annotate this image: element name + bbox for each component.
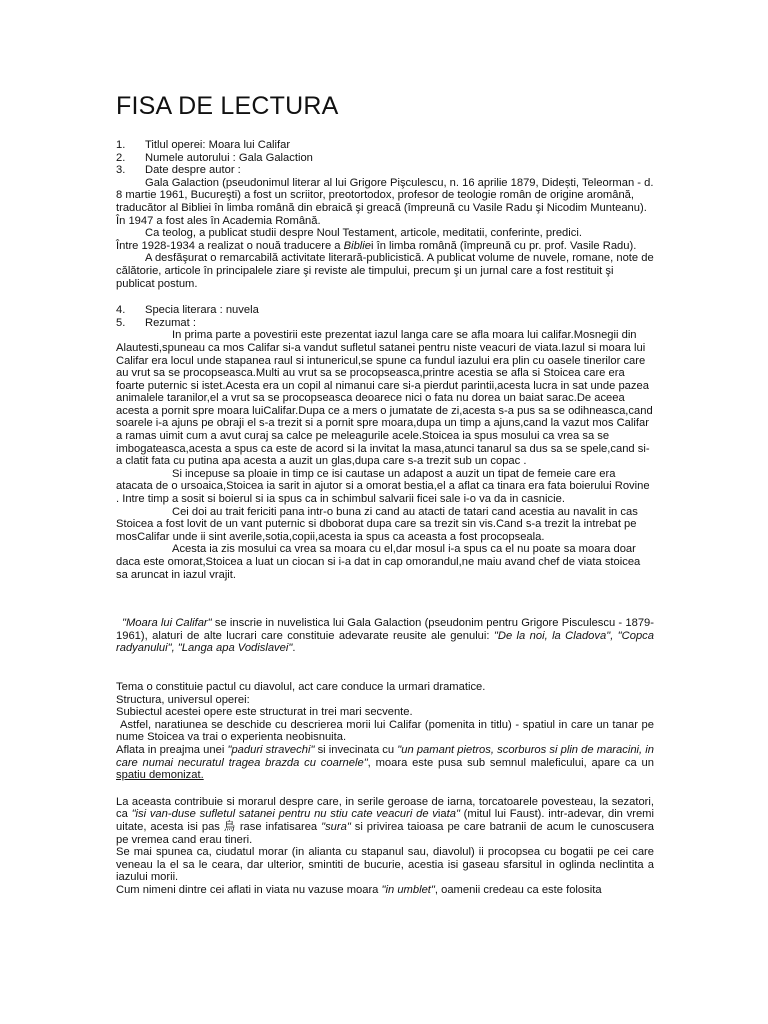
analysis-text: La aceasta contribuie si morarul despre care, in serile geroase de iarna, torcatoarele povesteau, la sezatori, ca <box>116 795 654 821</box>
analysis-text: se inscrie in nuvelistica lui Gala Galaction (pseudonim pentru Grigore Pisculescu - 1879-1961), alaturi de alte lucrari care constituie adevarate reusite ale genului: <box>116 617 654 642</box>
list-item <box>116 152 654 165</box>
analysis-text: Cum nimeni dintre cei aflati in viata nu vazuse moara <box>116 883 382 896</box>
emphasis-text: "paduri stravechi" <box>227 743 315 756</box>
structure-line: Structura, universul operei: <box>116 693 250 706</box>
emphasis-text: "De la noi, la Cladova", "Copca radyanului", "Langa apa Vodislavei" <box>116 629 654 655</box>
spacer <box>116 655 654 681</box>
analysis-text: , oamenii credeau ca este folosita <box>434 883 602 896</box>
analysis-paragraph <box>116 884 654 897</box>
theme-line: Tema o constituie pactul cu diavolul, act care conduce la urmari dramatice. <box>116 680 486 693</box>
spacer <box>116 782 654 796</box>
subject-line: Subiectul acestei opere este structurat in trei mari secvente. <box>116 706 413 719</box>
analysis-intro <box>116 617 654 655</box>
list-number: 4. <box>116 304 126 317</box>
analysis-text: Aflata in preajma unei <box>116 743 228 756</box>
underlined-text: spatiu demonizat. <box>116 769 204 782</box>
list-item <box>116 139 654 152</box>
list-item <box>116 304 654 317</box>
bio-paragraph: Gala Galaction (pseudonimul literar al lui Grigore Pişculescu, n. 16 aprilie 1879, Didești, Teleorman - d. 8 martie 1961, Bucureşti) a fost un scriitor, preotortodox, profesor de teologie român de origine aromână, traducător al Bibliei în limba română din ebraică şi greacă (împreună cu Vasile Radu şi Nicodim Munteanu). În 1947 a fost ales în Academia Română. <box>116 176 654 227</box>
emphasis-text: ta" <box>446 808 460 821</box>
analysis-text: (mitul lui Faust). intr-adevar, din vremi uitate, acesta isi pas 鳥 rase infatisarea <box>116 808 654 833</box>
list-number: 5. <box>116 316 126 329</box>
list-text: Rezumat : <box>145 316 196 329</box>
emphasis-text: "sura" <box>321 820 351 833</box>
list-text: Specia literara : nuvela <box>145 304 259 317</box>
analysis-text: , moara este pusa sub semnul maleficului, apare ca un <box>367 756 654 769</box>
analysis-paragraph: Astfel, naratiunea se deschide cu descrierea morii lui Califar (pomenita in titlu) - spatiul in care un tanar pe nume Stoicea va trai o experienta neobisnuita. <box>116 718 654 744</box>
analysis-paragraph <box>116 796 654 846</box>
document-title: FISA DE LECTURA <box>116 92 339 120</box>
list-number: 1. <box>116 139 126 151</box>
summary-paragraph: Cei doi au trait fericiti pana intr-o buna zi cand au atacti de tatari cand acestia au navalit in cas Stoicea a fost lovit de un vant puternic si dboborat dupa care sa trezit sin vis.Cand s-a trezit la intrebat pe mosCalifar unde ii sint averile,sotia,copii,acesta ia spus ca aceasta a fost procopseala. <box>116 505 638 543</box>
bio-text: Între 1928-1934 a realizat o nouă traducere a <box>116 239 344 252</box>
list-item <box>116 164 654 177</box>
bible-word: Biblie <box>343 239 372 252</box>
list-number: 2. <box>116 151 126 164</box>
bio-text: i în limba română (împreună cu pr. prof. Vasile Radu). <box>371 239 637 252</box>
bio-paragraph: Ca teolog, a publicat studii despre Noul Testament, articole, meditatii, conferinte, predici. <box>145 227 582 240</box>
analysis-text: ia <box>437 808 447 821</box>
bio-paragraph <box>116 240 654 253</box>
analysis-paragraph <box>116 744 654 782</box>
spacer <box>116 581 654 617</box>
emphasis-text: "isi van-duse sufletul satanei pentru nu stiu cate veacuri de v <box>131 808 438 821</box>
summary-paragraph: In prima parte a povestirii este prezentat iazul langa care se afla moara lui califar.Mosnegii din Alautesti,spuneau ca mos Califar si-a vandut sufletul satanei pentru niste veacuri de viata.Iazul si moara lui Califar era locul unde stapanea raul si intunericul,se spune ca fundul iazului era plin cu oasele tinerilor care au vrut sa se procopseasca.Multi au vrut sa se procopseasca,printre acestia se afla si Stoicea care era foarte puternic si istet.Acesta era un copil al nimanui care si-a pierdut parintii,acesta lucra in sat unde pazea animalele taranilor,el a vrut sa se procopseasca deoarece nici o fata nu dorea un baiat sarac.De aceea acesta a pornit spre moara luiCalifar.Dupa ce a mers o jumatate de zi,acesta s-a pus sa se odihneasca,cand soarele i-a ajuns pe obraji el s-a trezit si a pornit spre moara,dupa un timp a ajuns,cand la vazut mos Califar a ramas uimit cum a avut curaj sa calce pe meleagurile acele.Stoicea ia spus mosului ca vrea sa se imbogateasca,acesta a spus ca este de acord si la invitat la masa,atunci tanarul sa dus sa se spele,cand si-a clatit fata cu putina apa acesta a auzit un glas,dupa care s-a trezit sub un copac . <box>116 329 653 468</box>
document-body <box>116 139 654 896</box>
analysis-text: . <box>292 642 296 655</box>
analysis-text: si privirea taioasa pe care batranii de acum le cunoscusera pe vremea cand erau tineri. <box>116 820 654 846</box>
list-text: Titlul operei: Moara lui Califar <box>145 139 291 151</box>
emphasis-text: "un pamant pietros, scorburos si plin de maracini, in care numai necuratul tragea brazda cu coarnele" <box>116 743 654 769</box>
emphasis-text: "Moara lui Califar" <box>122 617 212 630</box>
list-text: Date despre autor : <box>145 164 241 177</box>
emphasis-text: "in umblet" <box>381 883 435 896</box>
spacer <box>116 290 654 304</box>
summary-paragraph: Si incepuse sa ploaie in timp ce isi cautase un adapost a auzit un tipat de femeie care era atacata de o ursoaica,Stoicea ia sarit in ajutor si a omorat bestia,el a aflat ca tinara era fata boierului Rovine . Intre timp a sosit si boierul si ia spus ca in schimbul salvarii ficei sale i-o va da in casnicie. <box>116 467 650 506</box>
summary-paragraph: Acesta ia zis mosului ca vrea sa moara cu el,dar mosul i-a spus ca el nu poate sa moara doar daca este omorat,Stoicea a luat un ciocan si i-a dat in cap omorandul,ne maiu avand chef de viata stoicea sa aruncat in iazul vrajit. <box>116 543 641 581</box>
bio-paragraph: A desfăşurat o remarcabilă activitate literară-publicistică. A publicat volume de nuvele, romane, note de călătorie, articole în principalele ziare şi reviste ale timpului, precum şi un jurnal care a fost restituit şi publicat postum. <box>116 252 654 290</box>
list-number: 3. <box>116 164 126 177</box>
analysis-paragraph: Se mai spunea ca, ciudatul morar (in alianta cu stapanul sau, diavolul) ii procopsea cu bogatii pe cei care veneau la el sa le ceara, dar ulterior, smintiti de bucurie, acestia isi gaseau sfarsitul in oglinda neclintita a iazului morii. <box>116 846 654 884</box>
list-item <box>116 317 654 330</box>
list-text: Numele autorului : Gala Galaction <box>145 151 313 164</box>
analysis-text: si invecinata cu <box>314 743 398 756</box>
